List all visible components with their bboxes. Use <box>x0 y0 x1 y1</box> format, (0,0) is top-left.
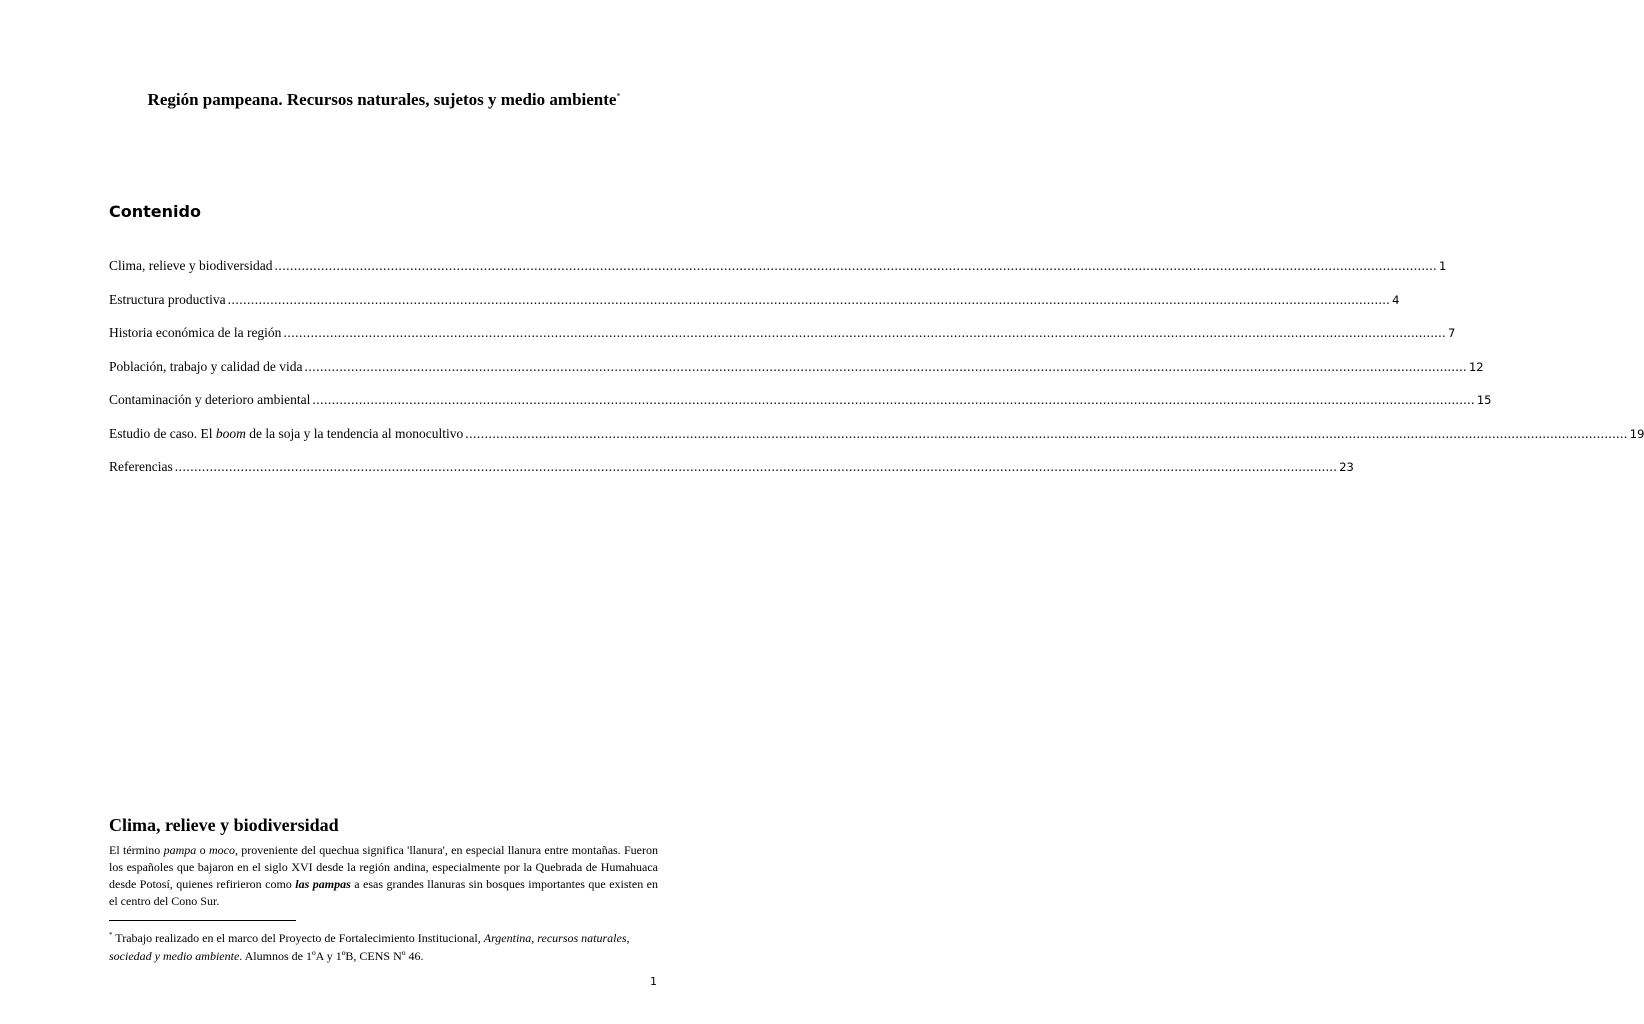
page-number: 1 <box>650 975 657 988</box>
toc-entry[interactable] <box>109 325 1456 359</box>
toc-leader-dots: ............................................................................................................................................................................................................................................................................................................ <box>304 358 1467 374</box>
toc-entry[interactable] <box>109 425 1644 460</box>
toc-leader-dots: ............................................................................................................................................................................................................................................................................................................ <box>312 392 1475 407</box>
footnote: * Trabajo realizado en el marco del Proyecto de Fortalecimiento Institucional, Argentina, recursos naturales, sociedad y medio ambiente. Alumnos de 1ºA y 1ºB, CENS Nº 46. <box>109 931 630 963</box>
toc-entry-label: Estudio de caso. El boom de la soja y la tendencia al monocultivo <box>109 425 464 441</box>
toc-entry-page: 12 <box>1468 359 1484 374</box>
toc-leader-dots: ............................................................................................................................................................................................................................................................................................................ <box>283 325 1446 340</box>
toc-entry[interactable] <box>109 358 1484 393</box>
toc-leader-dots: ............................................................................................................................................................................................................................................................................................................ <box>174 459 1338 474</box>
toc-entry[interactable] <box>109 392 1492 426</box>
toc-entry-label: Población, trabajo y calidad de vida <box>109 358 303 374</box>
toc-entry-label: Estructura productiva <box>109 291 226 307</box>
toc-entry-page: 15 <box>1476 393 1492 407</box>
toc-heading: Contenido <box>109 202 201 221</box>
table-of-contents <box>109 258 1644 493</box>
toc-entry-page: 1 <box>1438 259 1447 273</box>
toc-entry-page: 23 <box>1339 460 1354 474</box>
toc-entry[interactable] <box>109 258 1447 292</box>
title-text: Región pampeana. Recursos naturales, sujetos y medio ambiente <box>147 90 617 109</box>
toc-entry-label: Clima, relieve y biodiversidad <box>109 258 273 273</box>
footnote-mark: * <box>109 931 113 939</box>
toc-entry-label: Referencias <box>109 459 173 474</box>
toc-entry[interactable] <box>109 459 1354 493</box>
body-paragraph: El término pampa o moco, proveniente del quechua significa 'llanura', en especial llanura entre montañas. Fueron los españoles que bajaron en el siglo XVI desde la región andina, especialmente por la Quebrada de Humahuaca desde Potosí, quienes refirieron como las pampas a esas grandes llanuras sin bosques importantes que existen en el centro del Cono Sur. <box>109 843 659 908</box>
section-heading: Clima, relieve y biodiversidad <box>109 815 339 835</box>
footnote-divider <box>109 920 296 921</box>
toc-leader-dots: ............................................................................................................................................................................................................................................................................................................ <box>465 425 1628 441</box>
toc-entry-label: Contaminación y deterioro ambiental <box>109 392 311 407</box>
toc-leader-dots: ............................................................................................................................................................................................................................................................................................................ <box>274 258 1437 273</box>
toc-entry-emphasis: boom <box>215 425 246 441</box>
toc-entry-page: 19 <box>1629 426 1644 441</box>
toc-entry[interactable] <box>109 291 1400 326</box>
title-footnote-mark: * <box>616 91 621 101</box>
document-title <box>0 90 768 110</box>
toc-leader-dots: ............................................................................................................................................................................................................................................................................................................ <box>227 291 1391 307</box>
toc-entry-page: 7 <box>1447 326 1456 340</box>
toc-entry-page: 4 <box>1392 292 1400 307</box>
toc-entry-label: Historia económica de la región <box>109 325 282 340</box>
